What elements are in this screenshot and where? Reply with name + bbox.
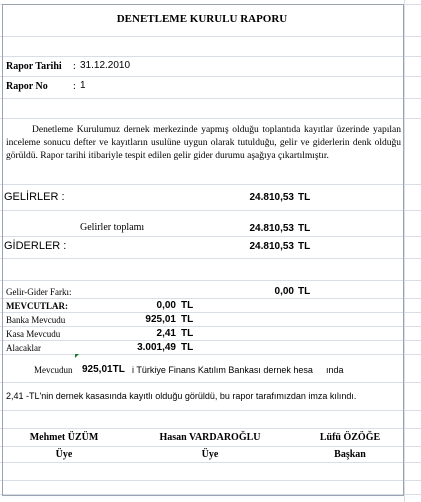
holdings-row-unit: TL [181, 342, 194, 353]
holdings-row-unit: TL [181, 314, 194, 325]
grid-row-line [0, 462, 421, 463]
difference-unit: TL [298, 286, 311, 297]
grid-row-line [0, 428, 421, 429]
report-paragraph: Denetleme Kurulumuz dernek merkezinde yapmış olduğu toplantıda kayıtlar üzerinde yapılan inceleme sonucu defter ve kayıtların usulüne uygun olarak tutulduğu, gelir ve giderlerin denk olduğu görüldü. Rapor tarihi itibariyle tespit edilen gelir gider durumu aşağıya çıkartılmıştır. [6, 125, 401, 161]
grid-row-line [0, 236, 421, 237]
income-total-unit: TL [298, 223, 311, 234]
grid-row-line [0, 340, 421, 341]
grid-row-line [0, 494, 421, 495]
grid-row-line [0, 480, 421, 481]
signature-name: Mehmet ÜZÜM [29, 432, 99, 443]
holdings-row-unit: TL [181, 328, 194, 339]
expenses-unit: TL [298, 241, 311, 252]
income-unit: TL [298, 192, 311, 203]
grid-row-line [0, 410, 421, 411]
grid-row-line [0, 118, 421, 119]
income-total-label: Gelirler toplamı [80, 222, 145, 233]
bank-note-tail: ında [326, 365, 344, 375]
income-value[interactable]: 24.810,53 [249, 192, 294, 203]
report-date-sep: : [73, 61, 76, 72]
holdings-row-value[interactable]: 2,41 [156, 328, 176, 339]
income-label: GELİRLER : [4, 191, 65, 203]
grid-row-line [0, 76, 421, 77]
bank-note-suffix: i Türkiye Finans Katılım Bankası dernek hesa [132, 365, 313, 375]
grid-row-line [0, 56, 421, 57]
grid-row-line [0, 354, 421, 355]
income-total-value[interactable]: 24.810,53 [249, 223, 294, 234]
report-date-label: Rapor Tarihi [6, 61, 62, 72]
signature-role: Üye [201, 449, 219, 460]
report-no-sep: : [73, 81, 76, 92]
signature-role: Başkan [334, 449, 366, 460]
grid-row-line [0, 184, 421, 185]
grid-row-line [0, 210, 421, 211]
grid-row-line [0, 326, 421, 327]
holdings-header: MEVCUTLAR: [6, 301, 68, 311]
report-no-label: Rapor No [6, 81, 48, 92]
bank-note-amount[interactable]: 925,01TL [82, 364, 125, 375]
grid-row-line [0, 280, 421, 281]
difference-value[interactable]: 0,00 [274, 286, 294, 297]
grid-row-line [0, 298, 421, 299]
signature-name: Lüfü ÖZÖĞE [319, 432, 381, 443]
holdings-header-unit: TL [181, 300, 194, 311]
holdings-row-value[interactable]: 3.001,49 [137, 342, 176, 353]
holdings-header-value[interactable]: 0,00 [156, 300, 176, 311]
expenses-label: GİDERLER : [4, 240, 67, 252]
grid-row-line [0, 98, 421, 99]
expenses-value[interactable]: 24.810,53 [249, 241, 294, 252]
cash-note: 2,41 -TL'nin dernek kasasında kayıtlı olduğu görüldü, bu rapor tarafımızdan imza kılındı. [6, 391, 357, 401]
grid-row-line [0, 258, 421, 259]
grid-row-line [0, 4, 421, 5]
report-title: DENETLEME KURULU RAPORU [116, 13, 288, 25]
holdings-row-label: Banka Mevcudu [6, 315, 66, 325]
grid-row-line [0, 312, 421, 313]
signature-name: Hasan VARDAROĞLU [159, 432, 261, 443]
grid-row-line [0, 446, 421, 447]
holdings-row-label: Kasa Mevcudu [6, 329, 61, 339]
report-date-value[interactable]: 31.12.2010 [80, 60, 131, 71]
difference-label: Gelir-Gider Farkı: [6, 287, 72, 297]
holdings-row-label: Alacaklar [6, 343, 41, 353]
report-no-value[interactable]: 1 [80, 80, 86, 91]
grid-row-line [0, 382, 421, 383]
grid-row-line [0, 36, 421, 37]
bank-note-prefix: Mevcudun [34, 365, 73, 375]
cell-comment-marker[interactable] [75, 354, 79, 358]
signature-role: Üye [55, 449, 73, 460]
holdings-row-value[interactable]: 925,01 [145, 314, 176, 325]
